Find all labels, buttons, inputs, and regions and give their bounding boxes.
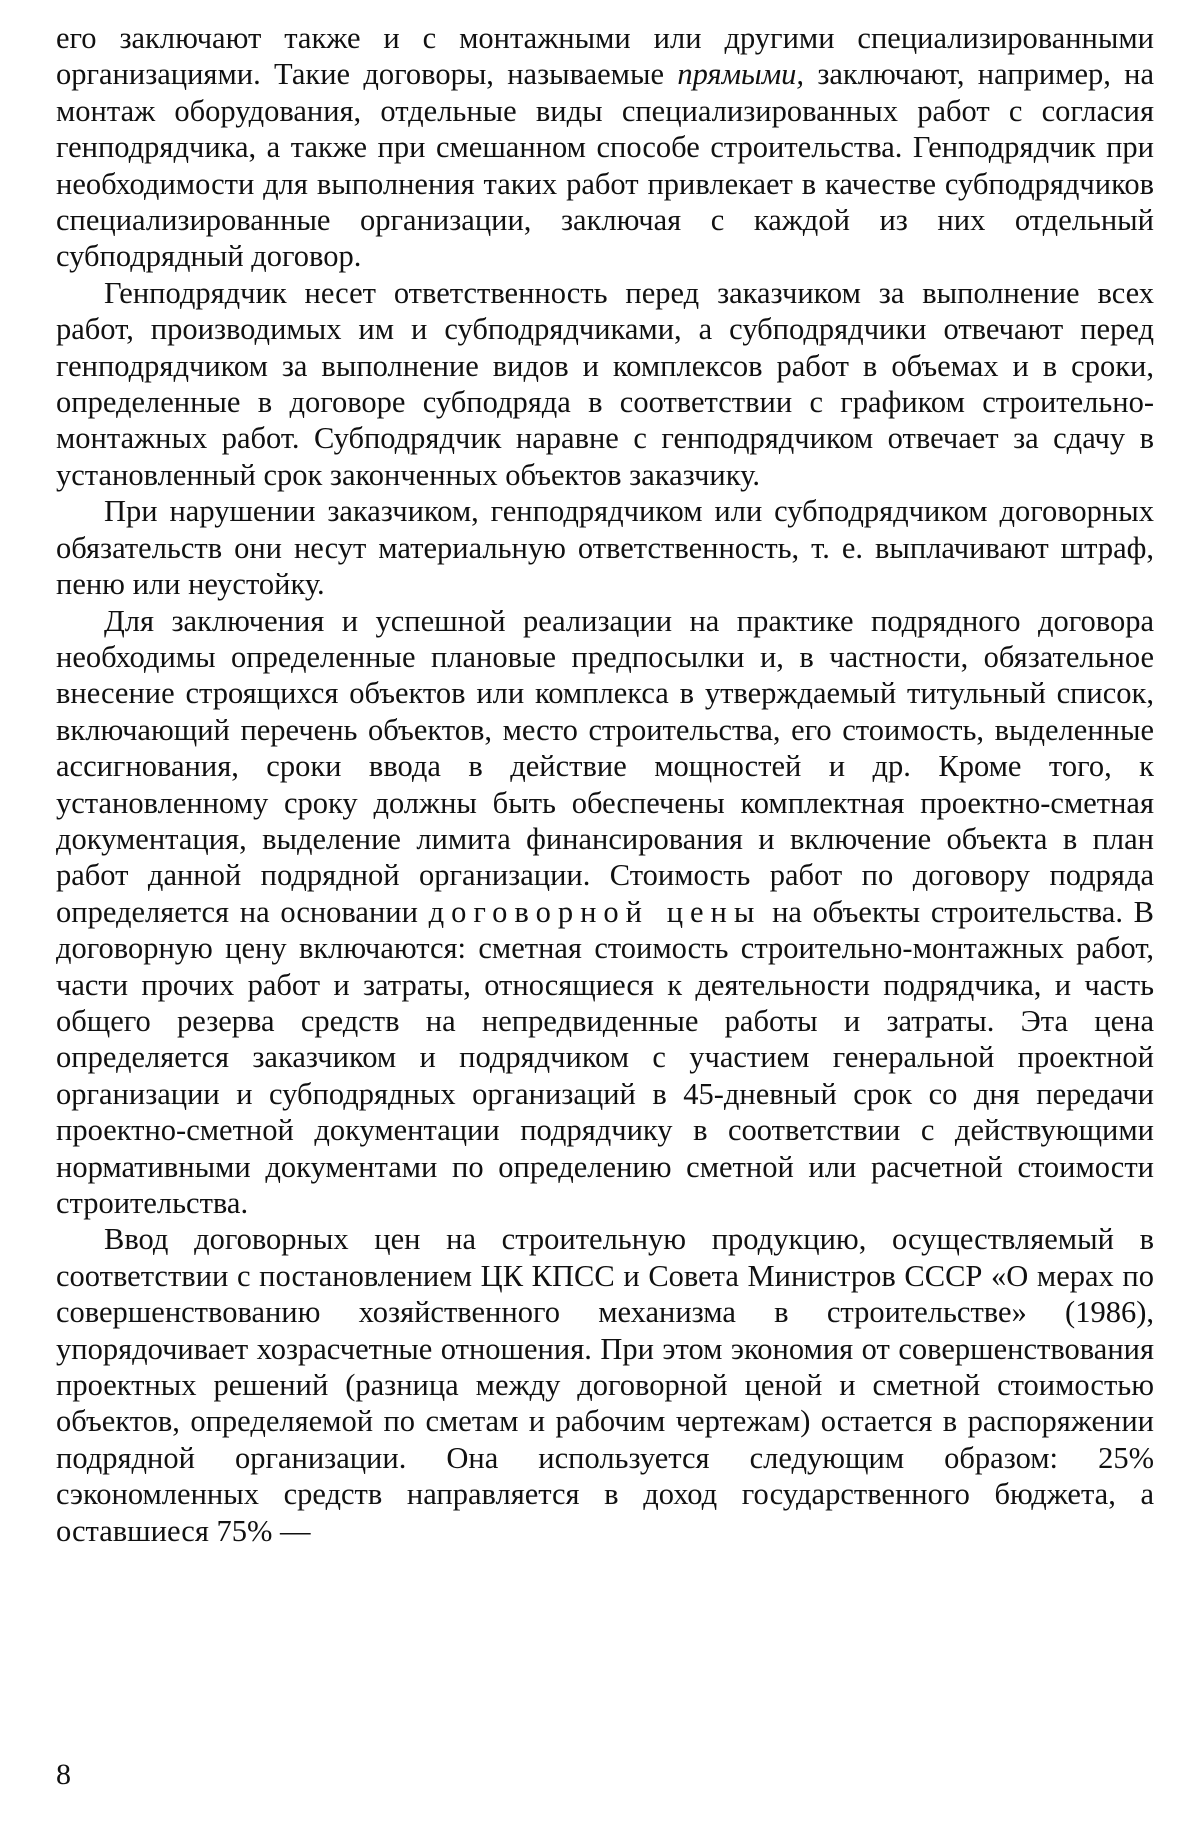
paragraph-1 (56, 20, 1154, 275)
paragraph-5 (56, 1221, 1154, 1549)
page-body (56, 20, 1154, 1549)
paragraph-1-text-1: его заключают также и с монтажными или другими специализированными организациями. Такие договоры, называемые (56, 21, 1154, 92)
paragraph-3-text: При нарушении заказчиком, генподрядчиком или субподрядчиком договорных обязательств они несут материальную ответственность, т. е. выплачивают штраф, пеню или неустойку. (56, 494, 1154, 602)
paragraph-4 (56, 603, 1154, 1222)
paragraph-2 (56, 275, 1154, 493)
paragraph-5-text: Ввод договорных цен на строительную продукцию, осуществляемый в соответствии с постановлением ЦК КПСС и Совета Министров СССР «О мерах по совершенствованию хозяйственного механизма в строительстве» (1986), упорядочивает хозрасчетные отношения. При этом экономия от совершенствования проектных решений (разница между договорной ценой и сметной стоимостью объектов, определяемой по сметам и рабочим чертежам) остается в распоряжении подрядной организации. Она используется следующим образом: 25% сэкономленных средств направляется в доход государственного бюджета, а оставшиеся 75% — (56, 1222, 1154, 1548)
paragraph-2-text: Генподрядчик несет ответственность перед заказчиком за выполнение всех работ, производимых им и субподрядчиками, а субподрядчики отвечают перед генподрядчиком за выполнение видов и комплексов работ в объемах и в сроки, определенные в договоре субподряда в соответствии с графиком строительно-монтажных работ. Субподрядчик наравне с генподрядчиком отвечает за сдачу в установленный срок законченных объектов заказчику. (56, 275, 1154, 492)
paragraph-1-text-2: заключают, например, на монтаж оборудования, отдельные виды специализированных работ с согласия генподрядчика, а также при смешанном способе строительства. Генподрядчик при необходимости для выполнения таких работ привлекает в качестве субподрядчиков специализированные организации, заключая с каждой из них отдельный субподрядный договор. (56, 57, 1155, 274)
paragraph-4-spaced-term: договорной цены (428, 894, 762, 929)
paragraph-4-text-1: Для заключения и успешной реализации на практике подрядного договора необходимы определенные плановые предпосылки и, в частности, обязательное внесение строящихся объектов или комплекса в утверждаемый титульный список, включающий перечень объектов, место строительства, его стоимость, выделенные ассигнования, сроки ввода в действие мощностей и др. Кроме того, к установленному сроку должны быть обеспечены комплектная проектно-сметная документация, выделение лимита финансирования и включение объекта в план работ данной подрядной организации. Стоимость работ по договору подряда определяется на основании (56, 603, 1154, 929)
paragraph-4-text-2: на объекты строительства. В договорную цену включаются: сметная стоимость строительно-монтажных работ, части прочих работ и затраты, относящиеся к деятельности подрядчика, и часть общего резерва средств на непредвиденные работы и затраты. Эта цена определяется заказчиком и подрядчиком с участием генеральной проектной организации и субподрядных организаций в 45-дневный срок со дня передачи проектно-сметной документации подрядчику в соответствии с действующими нормативными документами по определению сметной или расчетной стоимости строительства. (56, 894, 1154, 1220)
page-number: 8 (56, 1758, 71, 1791)
paragraph-3 (56, 493, 1154, 602)
paragraph-1-italic-term: прямыми, (677, 57, 805, 92)
